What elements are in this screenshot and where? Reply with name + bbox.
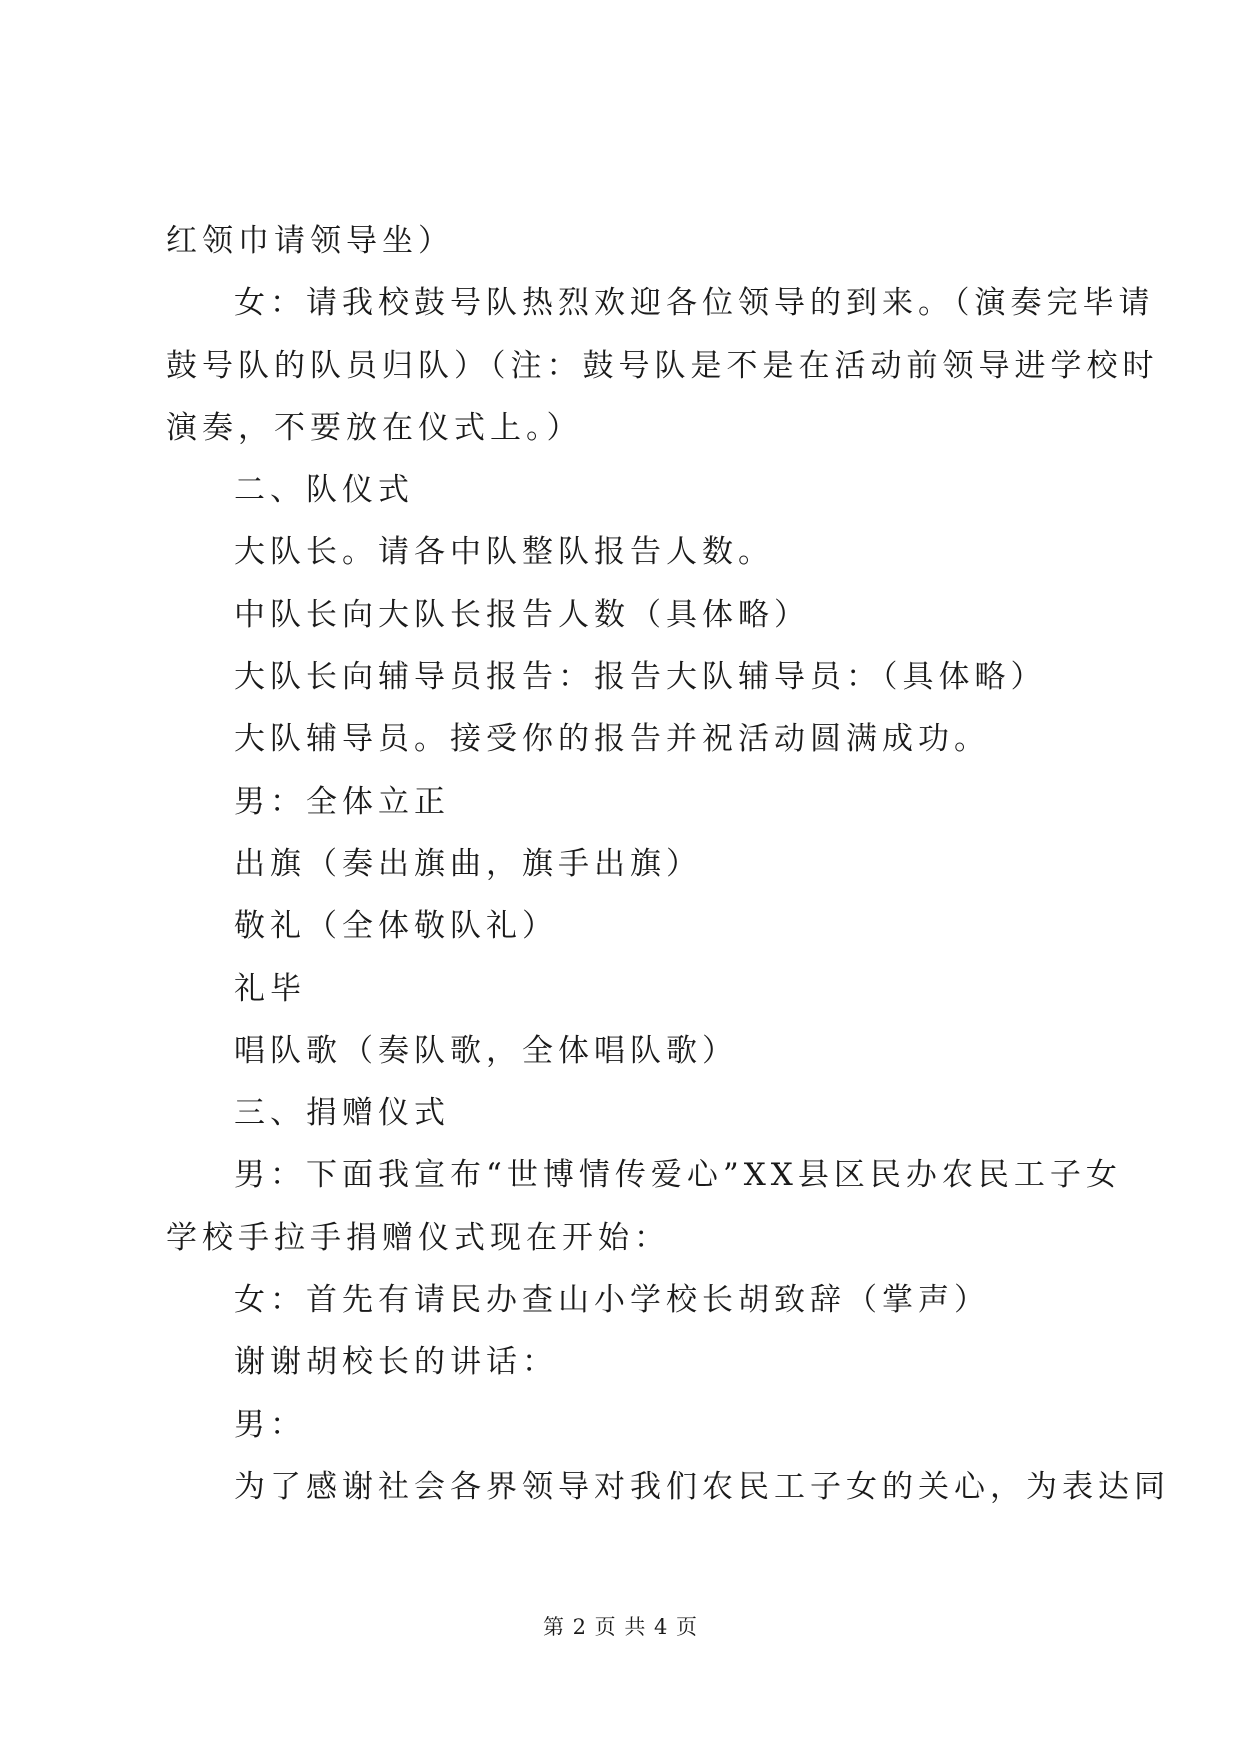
text-line: 男：下面我宣布“世博情传爱心”XX县区民办农民工子女 (234, 1157, 1122, 1194)
text-line: 二、队仪式 (234, 472, 414, 509)
text-line: 唱队歌（奏队歌，全体唱队歌） (234, 1032, 738, 1069)
text-line: 敬礼（全体敬队礼） (234, 908, 558, 945)
text-line: 大队长。请各中队整队报告人数。 (234, 534, 774, 571)
text-line: 谢谢胡校长的讲话： (234, 1344, 558, 1381)
text-line: 礼毕 (234, 970, 306, 1007)
text-line: 三、捐赠仪式 (234, 1095, 450, 1132)
document-body (166, 223, 1170, 1534)
text-line: 中队长向大队长报告人数（具体略） (234, 596, 810, 633)
page-footer: 第 2 页 共 4 页 (542, 1615, 699, 1639)
text-line: 为了感谢社会各界领导对我们农民工子女的关心，为表达同 (234, 1468, 1170, 1505)
text-line: 大队辅导员。接受你的报告并祝活动圆满成功。 (234, 721, 990, 758)
text-line: 出旗（奏出旗曲，旗手出旗） (234, 845, 702, 882)
text-line: 女：首先有请民办查山小学校长胡致辞（掌声） (234, 1282, 990, 1319)
text-line: 女：请我校鼓号队热烈欢迎各位领导的到来。（演奏完毕请 (234, 285, 1155, 322)
text-line: 鼓号队的队员归队）（注：鼓号队是不是在活动前领导进学校时 (166, 347, 1159, 384)
text-line: 学校手拉手捐赠仪式现在开始： (166, 1219, 670, 1256)
text-line: 大队长向辅导员报告：报告大队辅导员：（具体略） (234, 659, 1047, 696)
text-line: 演奏，不要放在仪式上。） (166, 409, 583, 446)
text-line: 男： (234, 1406, 306, 1443)
text-line: 男：全体立正 (234, 783, 450, 820)
text-line: 红领巾请领导坐） (166, 223, 454, 259)
